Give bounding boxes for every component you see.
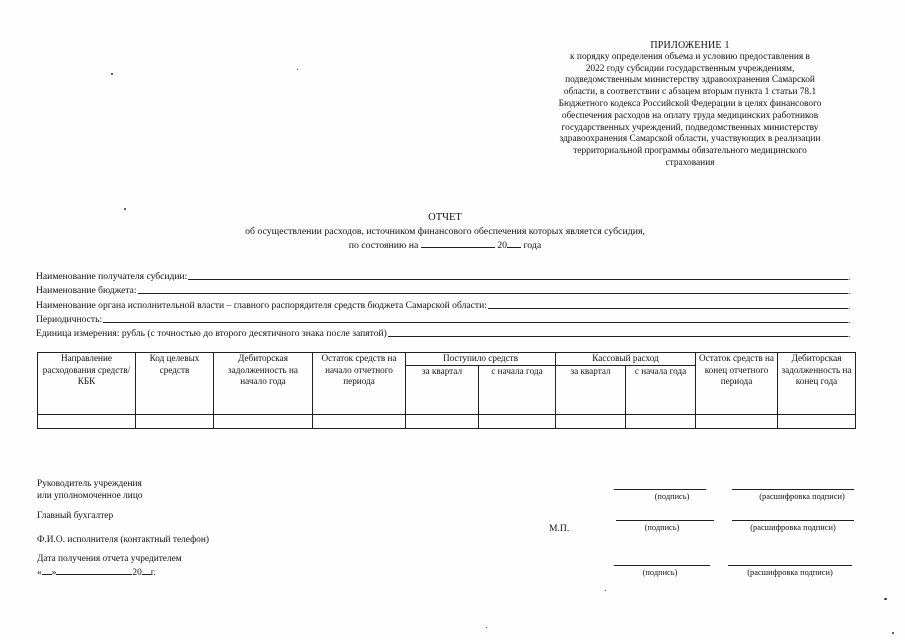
header-direction: Направление расходования средств/КБК (38, 353, 136, 415)
header-balance-end: Остаток средств на конец отчетного периода (696, 353, 778, 415)
field-end: . (848, 314, 851, 325)
table-row (38, 414, 856, 428)
report-date-line (180, 238, 710, 253)
scan-speck (124, 208, 126, 210)
signature-line (616, 520, 714, 522)
field-end: . (848, 328, 851, 339)
signature-caption: (подпись) (642, 568, 678, 577)
header-balance-start: Остаток средств на начало отчетного периода (313, 353, 406, 415)
appendix-line: области, в соответствии с абзацем вторым пункта 1 статьи 78.1 (563, 87, 817, 98)
table-cell (38, 414, 136, 428)
header-cash-ytd: с начала года (626, 365, 696, 414)
field-authority (36, 296, 854, 310)
table-cell (626, 414, 696, 428)
table-cell (696, 414, 778, 428)
decode-caption: (расшифровка подписи) (759, 492, 845, 501)
appendix-line: территориальной программы обязательного медицинского (573, 146, 807, 157)
field-fill-line (103, 321, 848, 323)
header-received-quarter: за квартал (406, 365, 479, 414)
report-table (37, 352, 856, 429)
header-received: Поступило средств (406, 353, 556, 366)
stamp-place: М.П. (549, 523, 570, 534)
header-receivable-start: Дебиторская задолженность на начало года (214, 353, 313, 415)
executor-label: Ф.И.О. исполнителя (контактный телефон) (37, 535, 209, 545)
scan-speck (884, 598, 887, 600)
table-cell (556, 414, 626, 428)
field-label: Периодичность: (36, 313, 103, 325)
scan-speck (605, 590, 606, 591)
signature-line (614, 565, 710, 567)
year-blank (142, 566, 151, 575)
head-label-line2: или уполномоченное лицо (37, 490, 143, 501)
field-label: Наименование получателя субсидии: (36, 271, 188, 283)
signature-line (614, 489, 706, 491)
received-label: Дата получения отчета учредителем (37, 554, 182, 564)
year-blank (507, 238, 521, 248)
field-fill-line (488, 307, 848, 309)
decode-caption: (расшифровка подписи) (750, 523, 836, 532)
field-fill-line (388, 335, 848, 337)
day-blank (42, 566, 52, 575)
report-fields (36, 268, 854, 339)
table-cell (406, 414, 479, 428)
scan-speck (111, 73, 113, 75)
table-cell (136, 414, 214, 428)
header-receivable-end: Дебиторская задолженность на конец года (778, 353, 856, 415)
field-fill-line (138, 292, 848, 294)
head-label (37, 479, 143, 502)
field-label: Единица измерения: рубль (с точностью до второго десятичного знака после запятой) (36, 327, 387, 339)
decode-line (728, 565, 852, 567)
field-periodicity (36, 311, 854, 325)
appendix-title: ПРИЛОЖЕНИЕ 1 (650, 40, 730, 51)
scan-speck (486, 627, 487, 628)
date-close-quote: » (51, 568, 57, 578)
appendix-line: к порядку определения объема и условию предоставления в (570, 51, 810, 62)
field-recipient (36, 268, 854, 282)
report-title: ОТЧЕТ (428, 212, 462, 223)
table-cell (214, 414, 313, 428)
report-title-block (180, 211, 710, 253)
appendix-line: страхования (665, 157, 715, 168)
date-blank (421, 238, 495, 248)
field-unit (36, 325, 854, 339)
header-received-ytd: с начала года (479, 365, 556, 414)
appendix-line: обеспечения расходов на оплату труда медицинских работников (561, 110, 819, 121)
table-cell (313, 414, 406, 428)
scan-speck (892, 632, 894, 634)
appendix-line: 2022 году субсидии государственным учреждениям, (585, 63, 795, 74)
appendix-line: здравоохранения Самарской области, участвующих в реализации (559, 134, 821, 145)
report-date-year-prefix: 20 (497, 240, 508, 251)
decode-caption: (расшифровка подписи) (747, 568, 833, 577)
report-date-suffix: года (523, 240, 542, 251)
field-fill-line (188, 278, 848, 280)
appendix-line: подведомственным министерству здравоохранения Самарской (565, 75, 815, 86)
month-blank (56, 566, 132, 575)
date-suffix: г. (150, 568, 156, 578)
decode-line (732, 489, 854, 491)
signature-caption: (подпись) (654, 492, 690, 501)
appendix-line: государственных учреждений, подведомственных министерству (561, 122, 819, 133)
table-cell (479, 414, 556, 428)
scan-speck (297, 69, 298, 70)
report-subtitle: об осуществлении расходов, источником финансового обеспечения которых является субсидия, (245, 225, 645, 237)
received-date (37, 566, 156, 578)
field-end: . (848, 272, 851, 283)
field-label: Наименование органа исполнительной власти – главного распорядителя средств бюджета Самарской области: (36, 299, 487, 311)
appendix-line: Бюджетного кодекса Российской Федерации в целях финансового (558, 98, 822, 109)
head-label-line1: Руководитель учреждения (37, 479, 142, 489)
date-year: 20 (132, 568, 142, 578)
header-code: Код целевых средств (136, 353, 214, 415)
field-label: Наименование бюджета: (36, 285, 137, 297)
field-end: . (848, 286, 851, 297)
decode-line (732, 520, 854, 522)
header-cash-quarter: за квартал (556, 365, 626, 414)
report-date-prefix: по состоянию на (348, 240, 419, 251)
accountant-label: Главный бухгалтер (37, 511, 114, 521)
header-cash: Кассовый расход (556, 353, 696, 366)
table-cell (778, 414, 856, 428)
field-budget (36, 282, 854, 296)
signature-caption: (подпись) (644, 523, 680, 532)
field-end: . (848, 300, 851, 311)
date-open-quote: « (37, 568, 42, 578)
appendix-header (530, 40, 850, 170)
